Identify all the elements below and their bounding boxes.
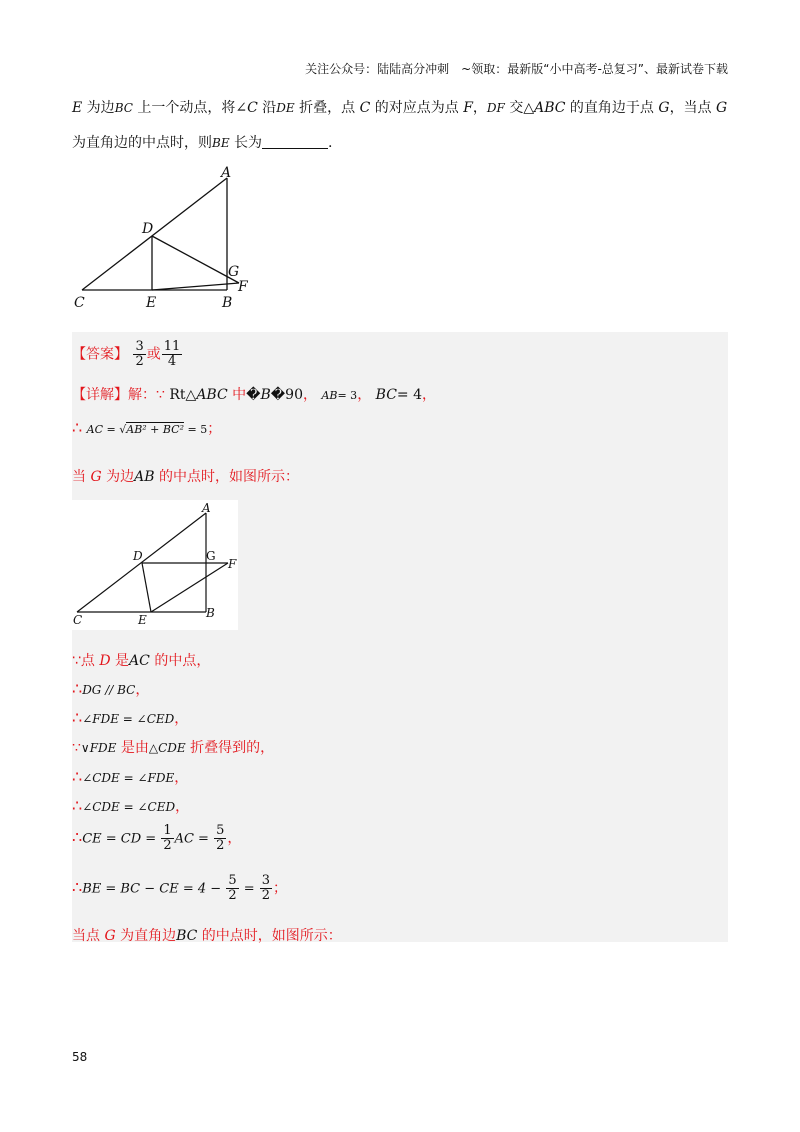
figure-triangle-1 bbox=[72, 165, 262, 315]
label-b: B bbox=[206, 606, 215, 620]
label-c: C bbox=[74, 295, 85, 311]
label-c: C bbox=[73, 613, 83, 627]
edge-ca bbox=[82, 178, 227, 290]
question-line-2: 为直角边的中点时，则BE 长为 . bbox=[72, 135, 333, 151]
label-e: E bbox=[146, 295, 157, 311]
step-8: ∴BE = BC − CE = 4 − $\frac{5}{2}$ = $\frac{3}{2}$ ； bbox=[72, 873, 288, 903]
fraction: $\frac{5}{2}$ bbox=[216, 823, 225, 853]
fraction: $\frac{5}{2}$ bbox=[228, 873, 237, 903]
step-1: ∵点 D 是AC 的中点， bbox=[72, 653, 211, 669]
label-b: B bbox=[222, 295, 233, 311]
fraction: $\frac{1}{2}$ bbox=[163, 823, 172, 853]
case2-intro: 当点 G 为直角边BC 的中点时，如图所示： bbox=[72, 928, 342, 944]
step-2: ∴DG // BC， bbox=[72, 679, 150, 698]
label-f: F bbox=[228, 557, 237, 571]
answer-line: 【答案】 $\frac{3}{2}$ 或 $\frac{11}{4}$ bbox=[72, 339, 181, 369]
fraction: $\frac{3}{2}$ bbox=[261, 873, 271, 903]
page-number: 58 bbox=[72, 1050, 88, 1064]
fraction: $\frac{11}{4}$ bbox=[163, 339, 181, 369]
case1-intro: 当 G 为边AB 的中点时，如图所示： bbox=[72, 469, 299, 485]
label-d: D bbox=[133, 549, 143, 563]
answer-blank bbox=[262, 136, 328, 149]
figure-triangle-2 bbox=[72, 500, 238, 630]
page-header: 关注公众号：陆陆高分冲刺 ~领取：最新版“小中高考-总复习”、最新试卷下载 bbox=[305, 62, 728, 76]
step-7: ∴CE = CD = $\frac{1}{2}$ AC = $\frac{5}{2}$ ， bbox=[72, 823, 242, 853]
detail-line-1: 【详解】解：∵ Rt△ABC 中�B�90， AB= 3， BC= 4， bbox=[72, 387, 436, 403]
detail-line-2: ∴ AC = √AB² + BC² = 5； bbox=[72, 418, 222, 437]
step-6: ∴∠CDE = ∠CED， bbox=[72, 796, 190, 815]
label-d: D bbox=[142, 221, 154, 237]
step-3: ∴∠FDE = ∠CED， bbox=[72, 708, 189, 727]
label-f: F bbox=[238, 279, 248, 295]
label-e: E bbox=[138, 613, 147, 627]
segment-ef bbox=[152, 283, 239, 290]
label-g: G bbox=[206, 549, 216, 563]
label-a: A bbox=[221, 165, 232, 181]
question-line-1: E 为边BC 上一个动点，将∠C 沿DE 折叠，点 C 的对应点为点 F，DF 交△ABC 的直角边于点 G，当点 G bbox=[72, 100, 728, 116]
segment-de bbox=[142, 563, 151, 612]
step-4: ∵∨FDE 是由△CDE 折叠得到的， bbox=[72, 740, 275, 756]
segment-df bbox=[152, 236, 239, 283]
segment-ef bbox=[151, 563, 228, 612]
label-g: G bbox=[228, 264, 240, 280]
math-e: E bbox=[72, 100, 83, 116]
step-5: ∴∠CDE = ∠FDE， bbox=[72, 767, 189, 786]
label-a: A bbox=[202, 501, 211, 515]
fraction: $\frac{3}{2}$ bbox=[135, 339, 144, 369]
